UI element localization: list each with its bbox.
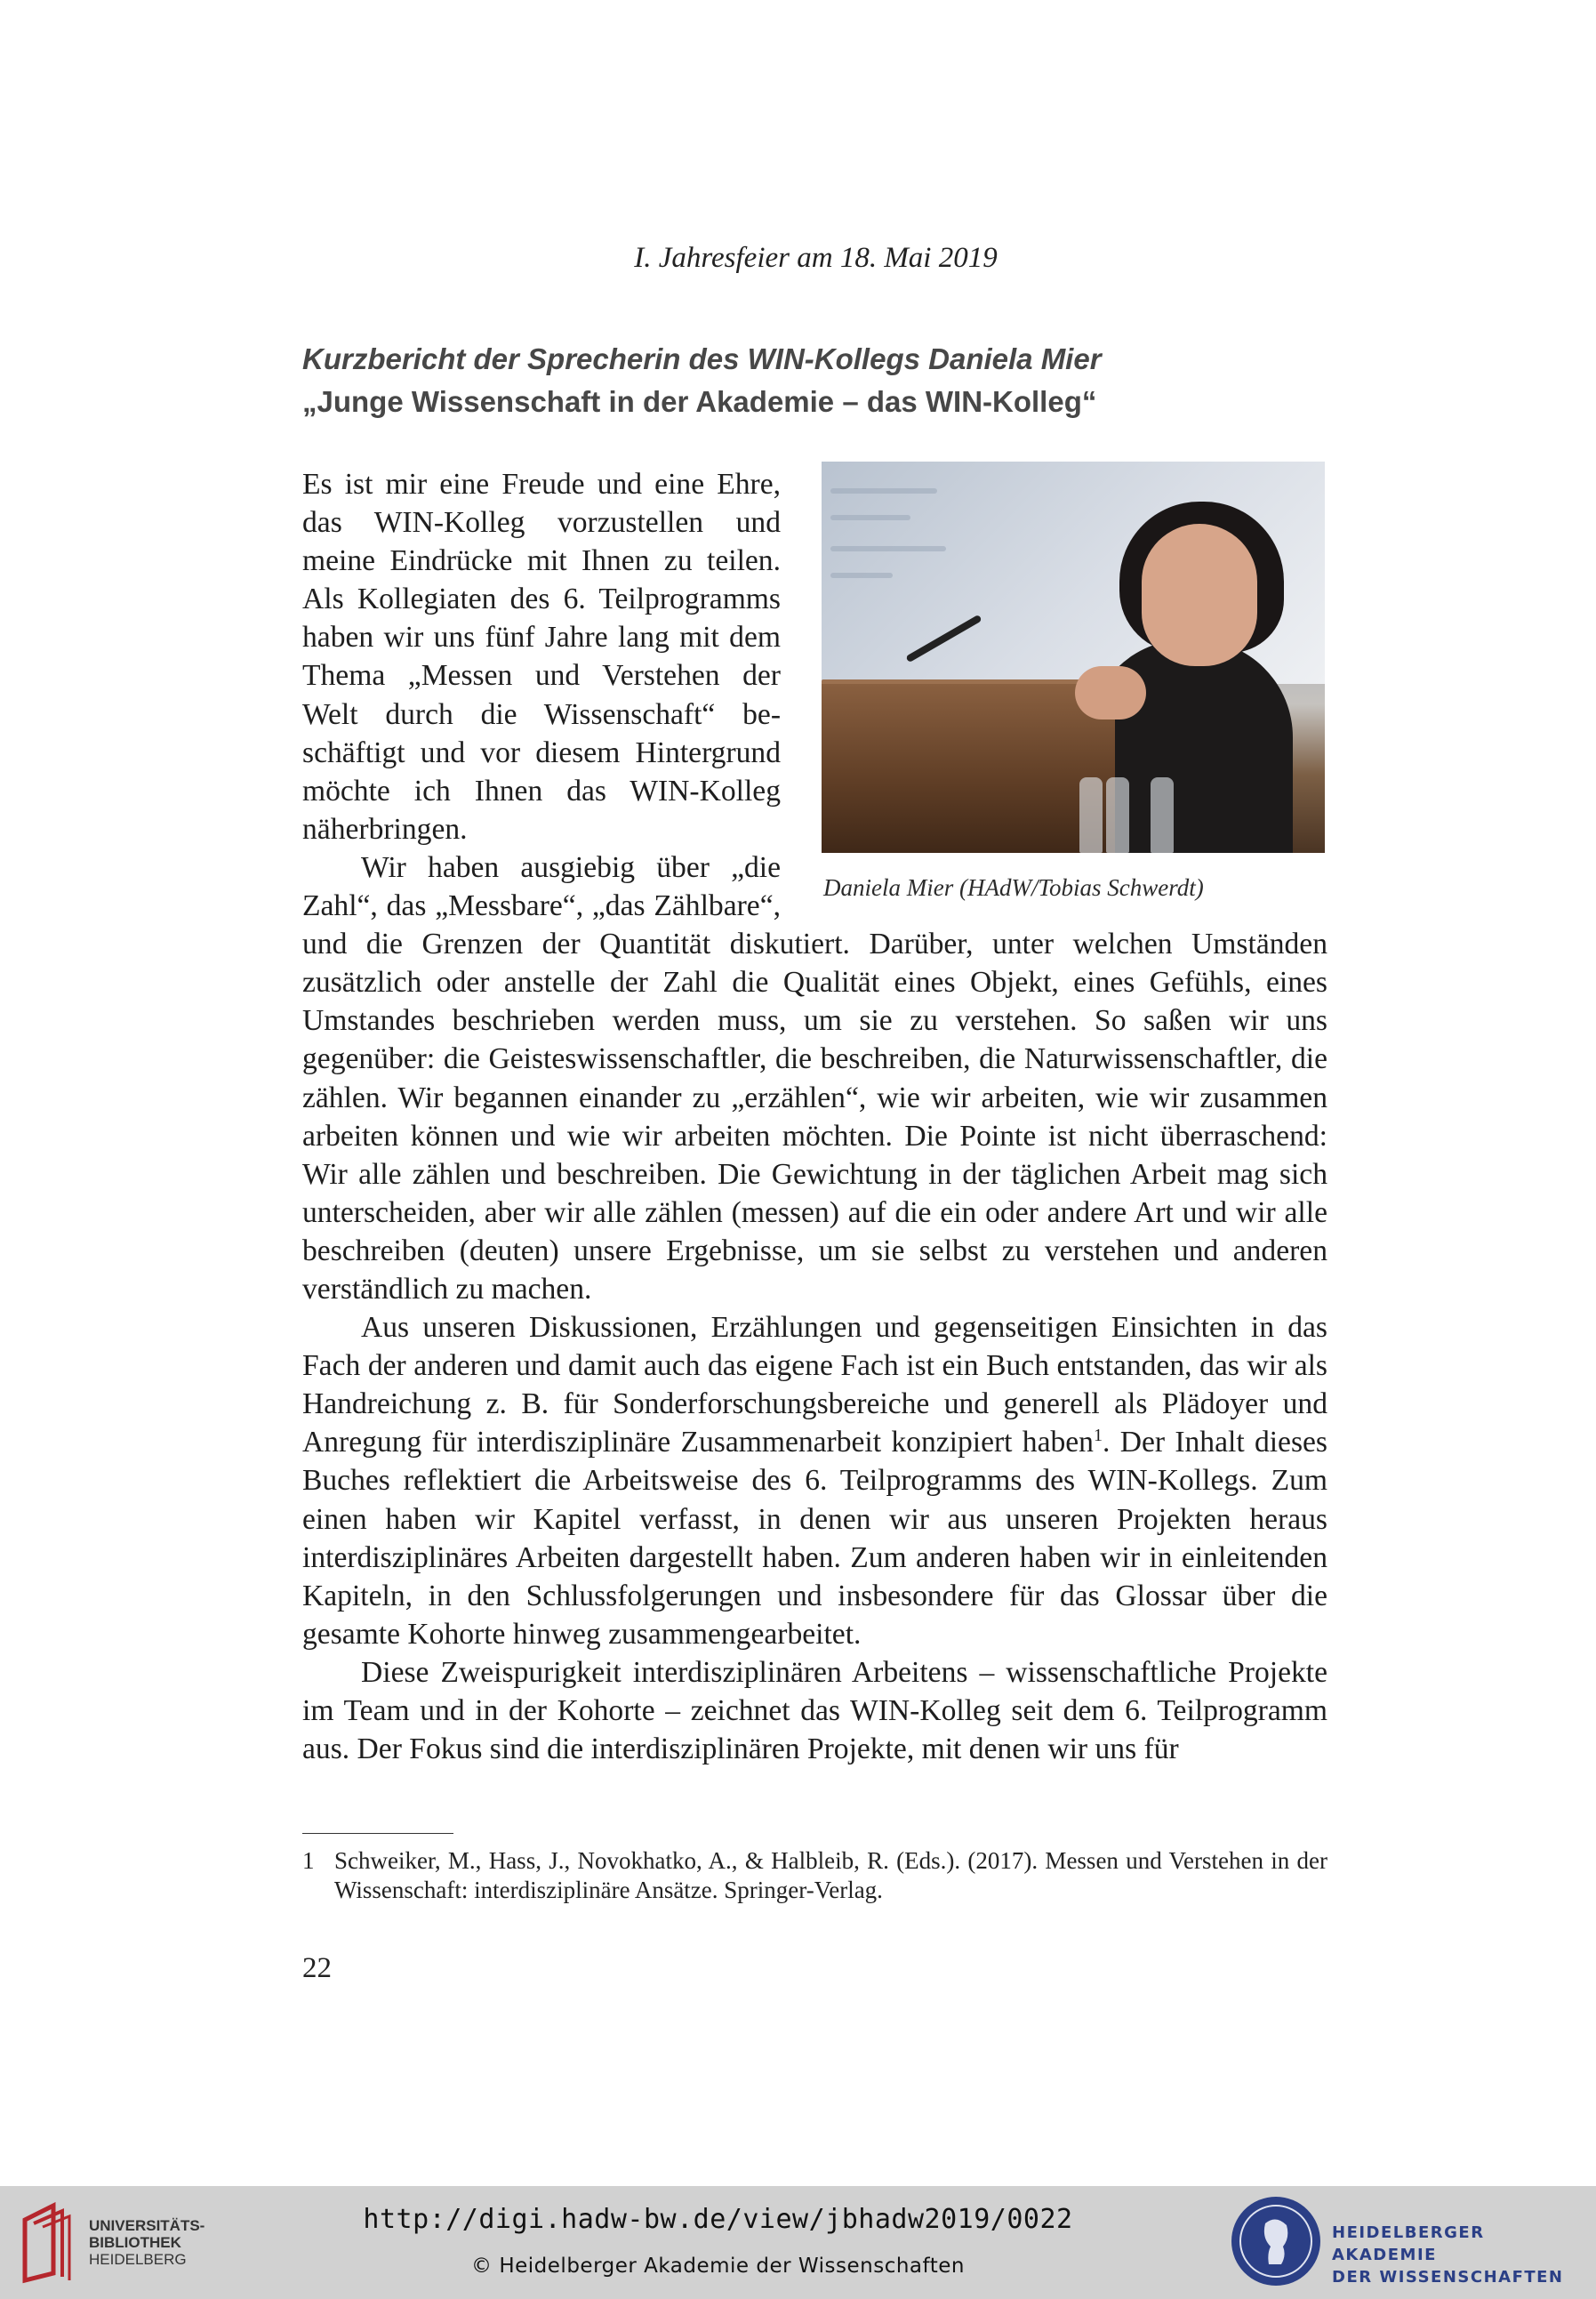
page-number: 22	[302, 1952, 332, 1984]
article-title	[302, 338, 1334, 423]
footnote	[302, 1846, 1327, 1905]
article-body	[302, 465, 1327, 1768]
paragraph-text: Aus unseren Diskussionen, Erzählungen und gegenseitigen Einsichten in das Fach der anderen und damit auch das eigene Fach ist ein Buch entstanden, das wir als Handreichung z. B. für Sonderforschungsbereiche und generell als Plädoyer und Anregung für interdisziplinäre Zusammenarbeit konzipiert haben	[302, 1311, 1327, 1459]
paragraph: Es ist mir eine Freude und eine Ehre, das WIN-Kolleg vorzustellen und meine Eindrücke mit Ihnen zu teilen. Als Kollegiaten des 6. Teilprogramms haben wir uns fünf Jahre lang mit dem Thema „Messen und Verstehen der Welt durch die Wissenschaft“ beschäftigt und vor diesem Hintergrund möchte ich Ihnen das WIN-Kolleg näherbringen.	[302, 468, 781, 846]
copyright-notice: © Heidelberger Akademie der Wissenschaften	[471, 2255, 965, 2278]
academy-seal-icon	[1231, 2197, 1320, 2286]
footnote-reference[interactable]: 1	[1093, 1426, 1103, 1446]
university-library-name: UNIVERSITÄTS- BIBLIOTHEK HEIDELBERG	[89, 2217, 205, 2268]
paragraph: Wir haben ausgiebig über „die Zahl“, das „Messbare“, „das Zählbare“, und die Grenzen der Quantität diskutiert. Darüber, unter welchen Umständen zusätzlich oder anstelle der Zahl die Qualität eines Objekt, eines Gefühls, eines Umstandes beschrieben werden muss, um sie zu verstehen. So saßen wir uns gegenüber: die Geisteswissenschaftler, die beschreiben, die Naturwissenschaftler, die zählen. Wir begannen einander zu „erzählen“, wie wir arbeiten, wie wir zusammen arbeiten können und wie wir arbeiten möchten. Die Pointe ist nicht überraschend: Wir alle zählen und beschreiben. Die Gewichtung in der täglichen Arbeit mag sich unterscheiden, aber wir alle zählen (messen) auf die ein oder andere Art und wir alle beschreiben (deuten) unsere Ergebnisse, um sie selbst zu verstehen und anderen verständlich zu machen.	[302, 850, 1327, 1306]
running-head: I. Jahresfeier am 18. Mai 2019	[634, 242, 998, 274]
title-line-1: Kurzbericht der Sprecherin des WIN-Kollegs Daniela Mier	[302, 342, 1102, 375]
academy-name: HEIDELBERGER AKADEMIE DER WISSENSCHAFTEN	[1332, 2223, 1564, 2287]
speaker-photo	[822, 462, 1325, 853]
footnote-text: Schweiker, M., Hass, J., Novokhatko, A., & Halbleib, R. (Eds.). (2017). Messen und Verstehen in der Wissenschaft: interdisziplinäre Ansätze. Springer-Verlag.	[334, 1847, 1327, 1903]
title-line-2: „Junge Wissenschaft in der Akademie – das WIN-Kolleg“	[302, 385, 1097, 418]
source-url-link[interactable]: http://digi.hadw-bw.de/view/jbhadw2019/0022	[363, 2204, 1073, 2235]
footnote-number: 1	[302, 1847, 315, 1874]
figure	[822, 462, 1327, 907]
paragraph-text: . Der Inhalt dieses Buches reflektiert die Arbeitsweise des 6. Teilprogramms des WIN-Kollegs. Zum einen haben wir Kapitel verfasst, in denen wir aus unseren Projekten heraus interdisziplinäres Arbeiten dargestellt haben. Zum anderen haben wir in einleitenden Kapiteln, in den Schlussfolgerungen und insbesondere für das Glossar über die gesamte Kohorte hinweg zusammengearbeitet.	[302, 1426, 1328, 1651]
paragraph: Diese Zweispurigkeit interdisziplinären Arbeitens – wissenschaftliche Projekte im Team und in der Kohorte – zeichnet das WIN-Kolleg seit dem 6. Teilprogramm aus. Der Fokus sind die interdisziplinären Projekte, mit denen wir uns für	[302, 1655, 1327, 1766]
paragraph	[302, 1308, 1327, 1653]
footer-bar	[0, 2186, 1596, 2299]
figure-caption: Daniela Mier (HAdW/Tobias Schwerdt)	[823, 874, 1204, 901]
footnote-divider	[302, 1833, 453, 1834]
